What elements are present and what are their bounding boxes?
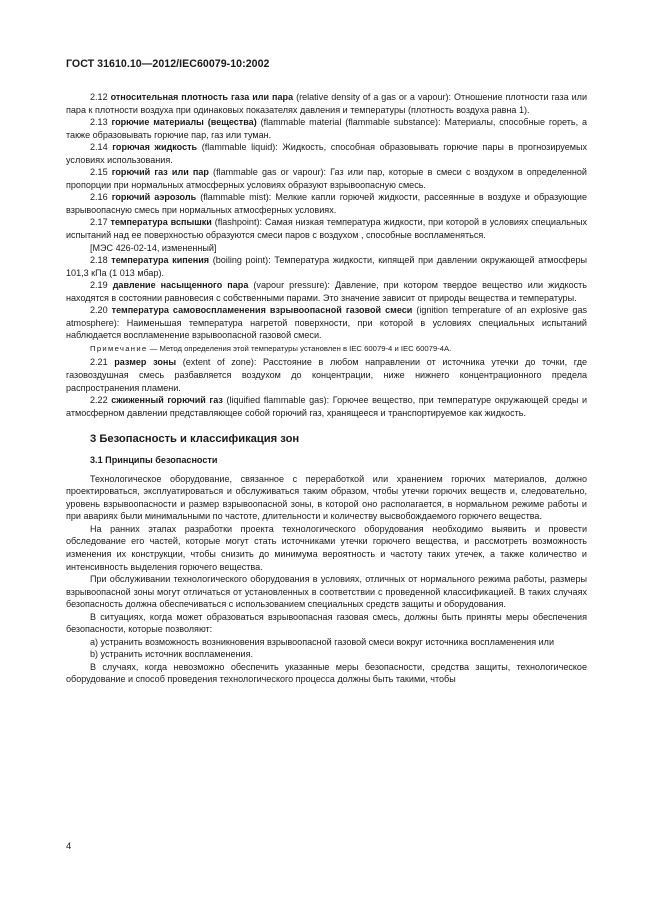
note-label: Примечание bbox=[90, 343, 148, 353]
section-title: 3 Безопасность и классификация зон bbox=[90, 433, 300, 446]
term-number: 2.16 bbox=[90, 192, 108, 203]
term-entry bbox=[66, 394, 587, 419]
term-definition: (flammable material (flammable substance): Материалы, способные гореть, а также образовывать горючие пар, газ или туман. bbox=[66, 117, 587, 140]
term-entry bbox=[66, 356, 587, 394]
term-definition: (relative density of a gas or a vapour): Отношение плотности газа или пара к плотности воздуха при одинаковых показателях давления и температуры (плотность воздуха равна 1). bbox=[66, 92, 588, 115]
term-name: размер зоны bbox=[114, 357, 177, 368]
term-entry bbox=[66, 91, 587, 116]
term-name: температура кипения bbox=[111, 255, 210, 266]
term-entry bbox=[66, 191, 587, 216]
term-entry bbox=[66, 304, 587, 342]
term-entry bbox=[66, 166, 587, 191]
term-entry bbox=[66, 141, 587, 166]
paragraph: При обслуживании технологического оборудования в условиях, отличных от нормального режима работы, размеры взрывоопасной зоны могут отличаться от установленных в соответствии с проведенной классификацией. В таких случаях безопасность должна обеспечиваться с использованием специальных средств защиты и оборудования. bbox=[66, 574, 587, 610]
term-name: давление насыщенного пара bbox=[112, 280, 249, 291]
term-definition: (liquified flammable gas): Горючее вещество, при температуре окружающей среды и атмосферном давлении представляющее собой горючий газ, хранящееся и транспортируемое как жидкость. bbox=[66, 395, 587, 418]
page-number: 4 bbox=[66, 841, 72, 852]
term-entry bbox=[66, 116, 587, 141]
term-name: горючие материалы (вещества) bbox=[111, 117, 257, 128]
term-name: относительная плотность газа или пара bbox=[110, 92, 294, 102]
term-number: 2.20 bbox=[90, 305, 108, 316]
document-body bbox=[66, 91, 587, 686]
term-name: горючий газ или пар bbox=[111, 167, 209, 178]
paragraph: Технологическое оборудование, связанное с переработкой или хранением горючих материалов, должно проектироваться, эксплуатироваться и обслуживаться таким образом, чтобы утечки горючих веществ и, следовательно, уровень взрывоопасности и размер взрывоопасной зоны, в которой оно располагается, в нормальном режиме работы и при авариях были минимальными по частоте, длительности и количеству высвобождаемого горючего вещества. bbox=[66, 473, 587, 522]
term-definition: (flashpoint): Самая низкая температура жидкости, при которой в условиях специальных испытаний над ее поверхностью образуются смеси паров с воздухом , способные воспламеняться. bbox=[66, 217, 587, 241]
term-definition: (boiling point): Температура жидкости, кипящей при давлении окружающей атмосферы 101,3 кПа (1 013 мбар). bbox=[66, 255, 588, 278]
paragraph: В ситуациях, когда может образоваться взрывоопасная газовая смесь, должны быть приняты меры обеспечения безопасности, которые позволяют: bbox=[66, 611, 587, 635]
paragraph: На ранних этапах разработки проекта технологического оборудования необходимо выявить и провести обследование его частей, которые могут стать источниками утечки горючего вещества, и рассмотреть возможность изменения их конструкции, чтобы снизить до минимума вероятность и частоту таких утечек, а также количество и интенсивность выделения горючего вещества. bbox=[66, 523, 587, 572]
term-definition: (ignition temperature of an explosive gas atmosphere): Наименьшая температура нагретой поверхности, при которой в условиях специальных испытаний наблюдается воспламенение взрывоопасной газовой смеси. bbox=[66, 305, 588, 341]
subsection-title: 3.1 Принципы безопасности bbox=[90, 455, 218, 466]
term-number: 2.19 bbox=[90, 280, 108, 291]
note-text: — Метод определения этой температуры установлен в IEC 60079-4 и IEC 60079-4A. bbox=[147, 343, 452, 353]
term-definition: (flammable mist): Мелкие капли горючей жидкости, рассеянные в воздухе и образующие взрывоопасную смесь при нормальных атмосферных условиях. bbox=[66, 192, 587, 215]
term-entry bbox=[66, 279, 587, 304]
term-number: 2.12 bbox=[90, 92, 108, 102]
term-name: сжиженный горючий газ bbox=[111, 395, 223, 406]
term-number: 2.14 bbox=[90, 142, 108, 153]
term-name: температура вспышки bbox=[110, 217, 212, 228]
term-name: горючий аэрозоль bbox=[111, 192, 197, 203]
term-entry bbox=[66, 254, 587, 279]
note bbox=[66, 343, 587, 355]
term-definition: (extent of zone): Расстояние в любом направлении от источника утечки до точки, где газовоздушная смесь разбавляется воздухом до концентрации, ниже нижнего концентрационного предела распространения пламени. bbox=[66, 357, 588, 393]
terms-list bbox=[66, 254, 587, 342]
term-number: 2.21 bbox=[90, 357, 108, 368]
document-header: ГОСТ 31610.10—2012/IEC60079-10:2002 bbox=[66, 58, 270, 70]
term-definition: (vapour pressure): Давление, при котором твердое вещество или жидкость находятся в состоянии равновесия с собственными парами. Это значение зависит от природы вещества и температуры. bbox=[66, 280, 588, 303]
term-number: 2.17 bbox=[90, 217, 108, 228]
term-name: температура самовоспламенения взрывоопасной газовой смеси bbox=[111, 305, 413, 316]
reference-mes: [МЭС 426-02-14, измененный] bbox=[90, 242, 217, 253]
paragraph: В случаях, когда невозможно обеспечить указанные меры безопасности, средства защиты, технологическое оборудование и способ проведения технологического процесса должны быть такими, чтобы bbox=[66, 661, 587, 685]
terms-list bbox=[66, 356, 587, 419]
list-item: b) устранить источник воспламенения. bbox=[90, 649, 254, 660]
term-number: 2.22 bbox=[90, 395, 108, 406]
term-entry bbox=[66, 216, 587, 241]
term-number: 2.13 bbox=[90, 117, 108, 128]
term-definition: (flammable liquid): Жидкость, способная образовывать горючие пары в прогнозируемых условиях использования. bbox=[66, 142, 588, 165]
term-number: 2.15 bbox=[90, 167, 108, 178]
term-number: 2.18 bbox=[90, 255, 108, 266]
list-item: а) устранить возможность возникновения взрывоопасной газовой смеси вокруг источника воспламенения или bbox=[90, 636, 555, 647]
term-definition: (flammable gas or vapour): Газ или пар, которые в смеси с воздухом в определенной пропорции при нормальных атмосферных условиях образуют взрывоопасную смесь. bbox=[66, 167, 587, 190]
terms-list bbox=[66, 91, 587, 242]
term-name: горючая жидкость bbox=[112, 142, 198, 153]
